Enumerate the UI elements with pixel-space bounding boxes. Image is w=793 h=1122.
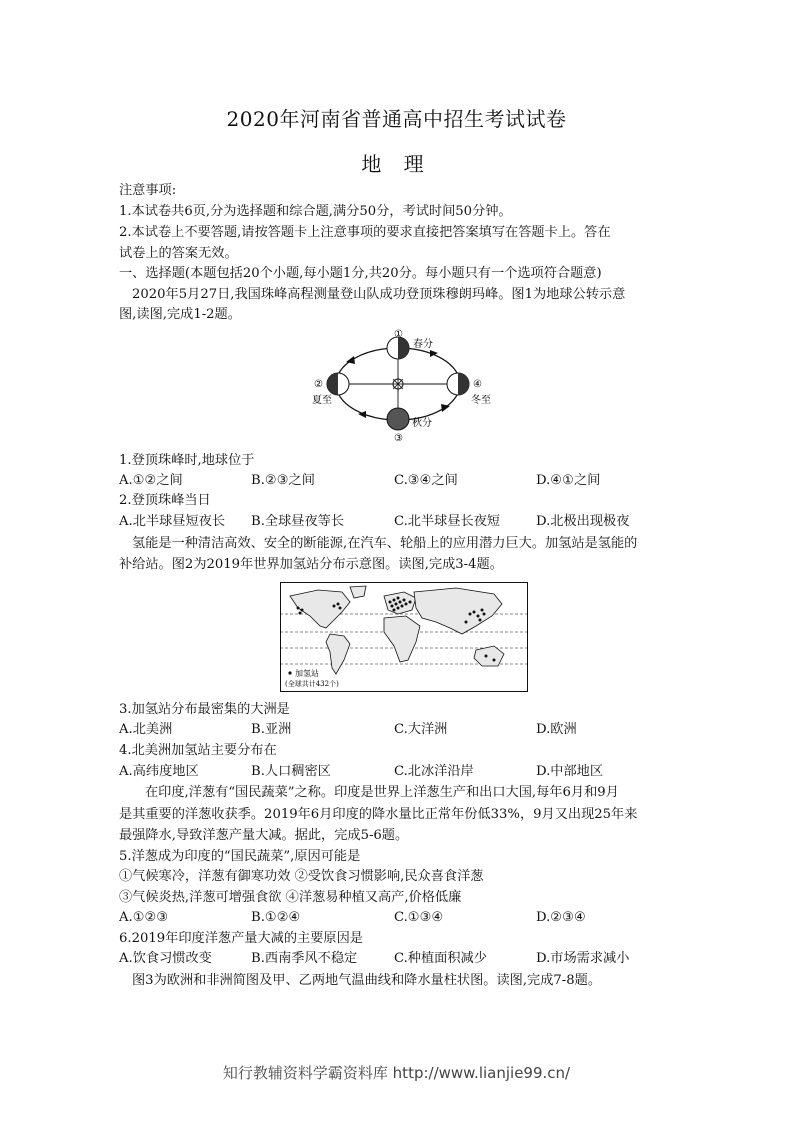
option-b: B.亚洲 xyxy=(251,722,292,737)
option-c: C.①③④ xyxy=(394,910,444,925)
intro-paragraph: 是其重要的洋葱收获季。2019年6月印度的降水量比正常年份低33%，9月又出现25年来 xyxy=(119,807,638,822)
option-d: D.④①之间 xyxy=(536,473,601,488)
section-heading: 一、选择题(本题包括20个小题,每小题1分,共20分。每小题只有一个选项符合题意) xyxy=(119,266,602,281)
question-stem: 4.北美洲加氢站主要分布在 xyxy=(119,743,277,758)
intro-paragraph: 在印度,洋葱有“国民蔬菜”之称。印度是世界上洋葱生产和出口大国,每年6月和9月 xyxy=(145,785,619,800)
intro-paragraph: 图3为欧洲和非洲简图及甲、乙两地气温曲线和降水量柱状图。读图,完成7-8题。 xyxy=(132,973,602,988)
legend-name: 加氢站 xyxy=(295,669,319,678)
option-d: D.市场需求减小 xyxy=(536,951,630,966)
option-d: D.北极出现极夜 xyxy=(536,514,630,529)
label-summer-solstice: 夏至 xyxy=(312,395,332,406)
intro-paragraph: 补给站。图2为2019年世界加氢站分布示意图。读图,完成3-4题。 xyxy=(119,557,503,572)
marker-4: ④ xyxy=(473,379,482,390)
option-b: B.人口稠密区 xyxy=(251,764,331,779)
intro-paragraph: 图,读图,完成1-2题。 xyxy=(119,307,241,322)
question-stem: 6.2019年印度洋葱产量大减的主要原因是 xyxy=(119,931,363,946)
statement-line: ③气候炎热,洋葱可增强食欲 ④洋葱易种植又高产,价格低廉 xyxy=(119,890,462,905)
option-c: C.北半球昼长夜短 xyxy=(394,514,501,529)
option-c: C.③④之间 xyxy=(394,473,458,488)
option-a: A.高纬度地区 xyxy=(119,764,199,779)
label-autumn-equinox: 秋分 xyxy=(412,418,432,429)
label-spring-equinox: 春分 xyxy=(413,339,433,350)
marker-3: ③ xyxy=(394,433,403,444)
option-d: D.欧洲 xyxy=(536,722,577,737)
notice-item: 1.本试卷共6页,分为选择题和综合题,满分50分，考试时间50分钟。 xyxy=(119,204,512,219)
option-c: C.大洋洲 xyxy=(394,722,448,737)
notice-item: 2.本试卷上不要答题,请按答题卡上注意事项的要求直接把答案填写在答题卡上。答在 xyxy=(119,225,611,240)
option-a: A.①②③ xyxy=(119,910,169,925)
footer-watermark: 知行教辅资料学霸资料库 http://www.lianjie99.cn/ xyxy=(222,1064,571,1082)
option-b: B.全球昼夜等长 xyxy=(251,514,345,529)
option-a: A.①②之间 xyxy=(119,473,183,488)
intro-paragraph: 最强降水,导致洋葱产量大减。据此，完成5-6题。 xyxy=(119,828,409,843)
option-d: D.②③④ xyxy=(536,910,586,925)
legend-note: (全球共计432个) xyxy=(285,680,339,688)
option-b: B.西南季风不稳定 xyxy=(251,951,358,966)
question-stem: 3.加氢站分布最密集的大洲是 xyxy=(119,702,290,717)
subject-title: 地 理 xyxy=(361,152,432,176)
question-stem: 1.登顶珠峰时,地球位于 xyxy=(119,453,255,468)
earth-autumn-equinox xyxy=(387,408,409,430)
figure-2-world-map xyxy=(280,582,528,692)
intro-paragraph: 2020年5月27日,我国珠峰高程测量登山队成功登顶珠穆朗玛峰。图1为地球公转示意 xyxy=(132,287,626,302)
option-b: B.①②④ xyxy=(251,910,301,925)
option-a: A.北半球昼短夜长 xyxy=(119,514,226,529)
marker-1: ① xyxy=(394,329,403,340)
figure-1-earth-revolution xyxy=(300,326,500,444)
label-winter-solstice: 冬至 xyxy=(471,395,491,406)
question-stem: 2.登顶珠峰当日 xyxy=(119,493,211,508)
option-c: C.北冰洋沿岸 xyxy=(394,764,474,779)
exam-title: 2020年河南省普通高中招生考试试卷 xyxy=(226,107,567,131)
intro-paragraph: 氢能是一种清洁高效、安全的断能源,在汽车、轮船上的应用潜力巨大。加氢站是氢能的 xyxy=(132,536,638,551)
option-b: B.②③之间 xyxy=(251,473,315,488)
option-d: D.中部地区 xyxy=(536,764,604,779)
option-a: A.饮食习惯改变 xyxy=(119,951,212,966)
marker-2: ② xyxy=(314,379,323,390)
notice-item: 试卷上的答案无效。 xyxy=(119,246,238,261)
statement-line: ①气候寒冷，洋葱有御寒功效 ②受饮食习惯影响,民众喜食洋葱 xyxy=(119,869,484,884)
option-c: C.种植面积减少 xyxy=(394,951,487,966)
notice-heading: 注意事项: xyxy=(119,183,177,198)
option-a: A.北美洲 xyxy=(119,722,173,737)
question-stem: 5.洋葱成为印度的“国民蔬菜”,原因可能是 xyxy=(119,849,361,864)
